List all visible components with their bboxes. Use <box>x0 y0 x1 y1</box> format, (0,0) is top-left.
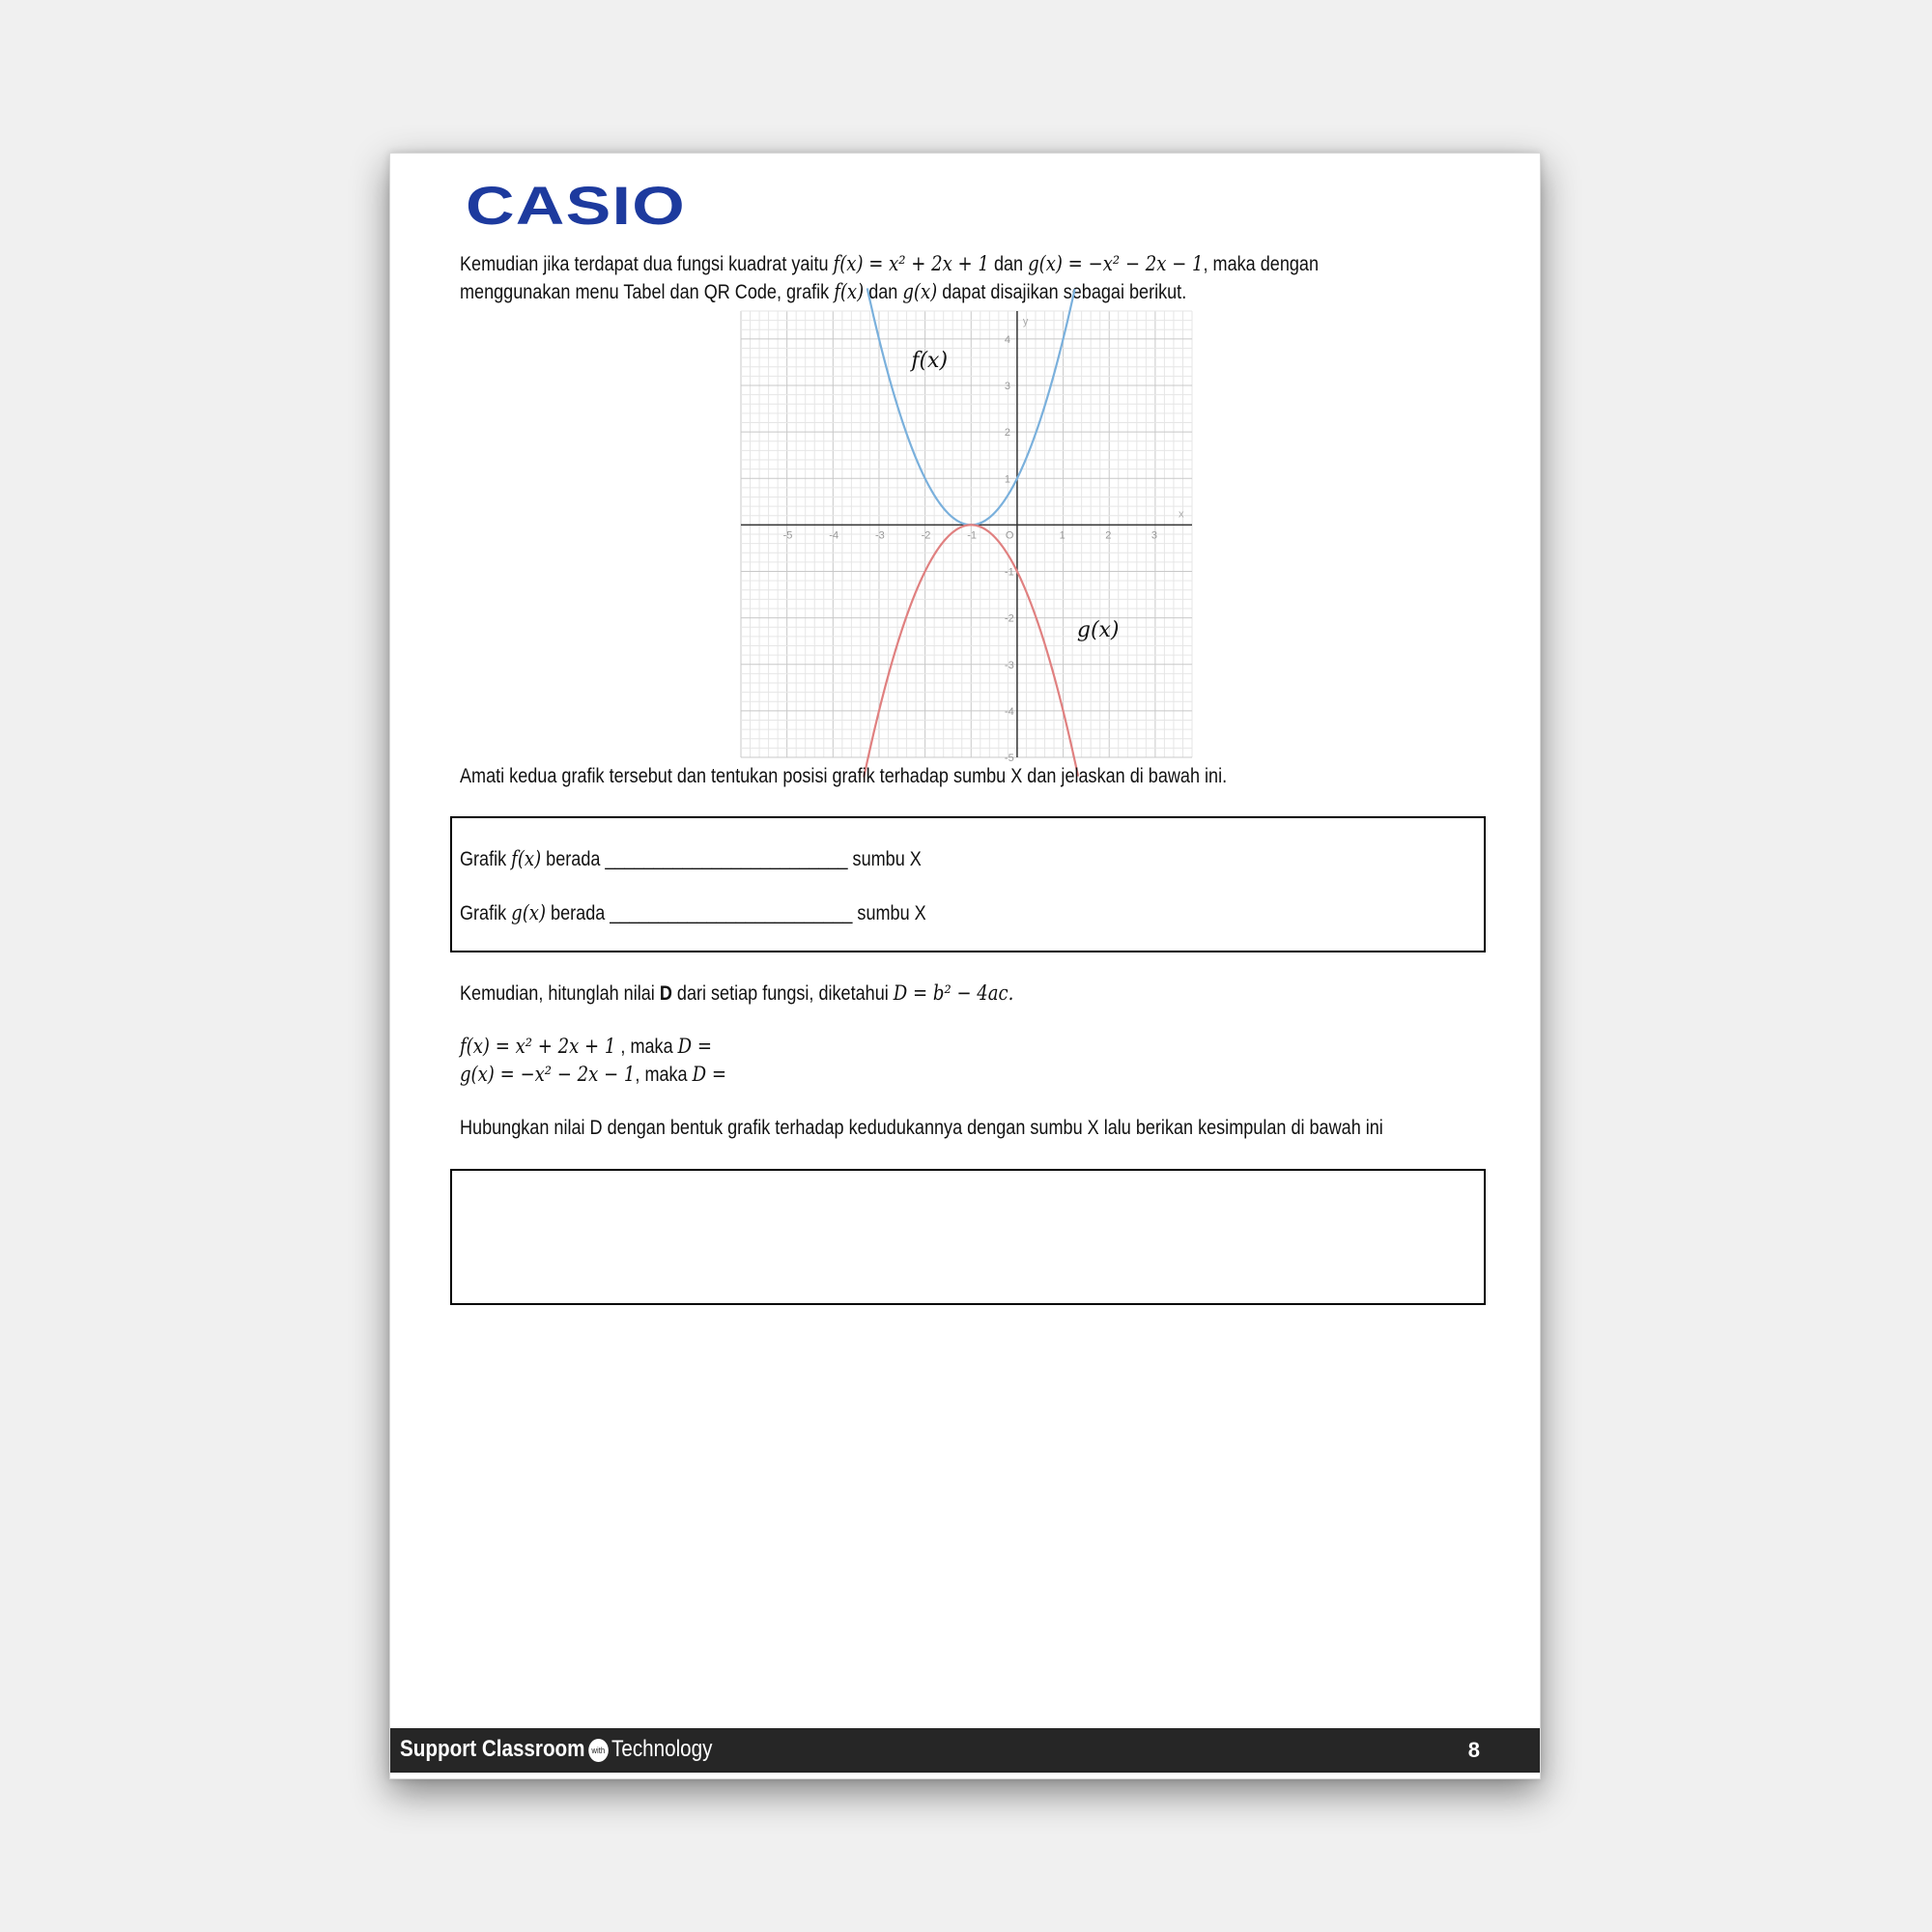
intro-text: menggunakan menu Tabel dan QR Code, grafik <box>460 281 835 303</box>
conclusion-answer-box[interactable] <box>450 1169 1486 1305</box>
intro-text: Kemudian jika terdapat dua fungsi kuadrat yaitu <box>460 253 834 275</box>
y-tick-label: -4 <box>1004 705 1014 718</box>
equation-f <box>460 1033 712 1061</box>
disc-text: Kemudian, hitunglah nilai <box>460 982 660 1005</box>
page-number: 8 <box>1467 1738 1480 1762</box>
y-tick-label: 3 <box>1004 381 1011 392</box>
g-formula: g(x) = −x² − 2x − 1 <box>1028 252 1204 275</box>
x-tick-label: 1 <box>1059 529 1065 542</box>
fill-blank-g[interactable]: _________________________ <box>610 902 853 924</box>
row-text: berada <box>546 902 611 924</box>
x-axis-label: x <box>1179 508 1184 521</box>
disc-text: dari setiap fungsi, diketahui <box>671 982 894 1005</box>
x-tick-label: 2 <box>1105 529 1112 542</box>
intro-text: dapat disajikan sebagai berikut. <box>937 281 1187 303</box>
answer-row-g <box>460 899 926 927</box>
disc-bold-d: D <box>659 982 672 1005</box>
observe-instruction: Amati kedua grafik tersebut dan tentukan posisi grafik terhadap sumbu X dan jelaskan di bawah ini. <box>460 765 1228 787</box>
eq-text: , maka <box>635 1064 693 1086</box>
label-g: g(x) <box>1076 617 1120 642</box>
f-formula: f(x) = x² + 2x + 1 <box>460 1035 616 1058</box>
x-tick-label: O <box>1005 529 1014 542</box>
d-equals: D = <box>692 1063 726 1086</box>
eq-text: , maka <box>615 1036 678 1058</box>
row-text: sumbu X <box>847 848 922 870</box>
x-tick-label: -1 <box>967 529 978 542</box>
parabola-graph <box>741 311 1192 764</box>
disc-formula: D = b² − 4ac. <box>893 981 1014 1005</box>
footer-brand <box>400 1736 712 1763</box>
f-label: f(x) <box>834 280 865 303</box>
row-text: Grafik <box>460 848 512 870</box>
row-text: Grafik <box>460 902 512 924</box>
y-tick-label: -1 <box>1004 566 1014 579</box>
intro-text: dan <box>988 253 1029 275</box>
row-text: berada <box>541 848 606 870</box>
y-tick-label: -5 <box>1004 753 1014 764</box>
x-tick-label: -5 <box>782 529 793 542</box>
x-tick-label: -2 <box>921 529 931 542</box>
d-equals: D = <box>677 1035 712 1058</box>
g-label: g(x) <box>902 280 938 303</box>
with-badge-icon: with <box>588 1739 609 1762</box>
row-text: sumbu X <box>852 902 926 924</box>
x-tick-label: -3 <box>874 529 885 542</box>
answer-row-f <box>460 845 922 873</box>
document-page <box>389 153 1541 1779</box>
y-tick-label: -3 <box>1004 659 1014 671</box>
x-tick-label: -4 <box>829 529 839 542</box>
intro-line-2 <box>460 278 1186 306</box>
y-axis-label: y <box>1022 316 1029 327</box>
fill-blank-f[interactable]: _________________________ <box>605 848 848 870</box>
f-formula: f(x) = x² + 2x + 1 <box>833 252 989 275</box>
y-tick-label: 1 <box>1004 473 1011 486</box>
intro-text: dan <box>864 281 903 303</box>
label-f: f(x) <box>911 348 949 373</box>
g-label: g(x) <box>511 901 547 924</box>
x-tick-label: 3 <box>1151 529 1158 542</box>
equation-g <box>460 1061 726 1089</box>
intro-line-1 <box>460 250 1319 278</box>
brand-technology: Technology <box>611 1736 713 1762</box>
g-formula: g(x) = −x² − 2x − 1 <box>460 1063 636 1086</box>
y-tick-label: 2 <box>1004 427 1011 440</box>
y-tick-label: 4 <box>1004 333 1011 346</box>
answer-box-position <box>450 816 1486 952</box>
discriminant-instruction <box>460 980 1013 1008</box>
y-tick-label: -2 <box>1004 612 1014 625</box>
f-label: f(x) <box>511 847 542 870</box>
brand-support-classroom: Support Classroom <box>400 1736 585 1762</box>
casio-logo: CASIO <box>466 175 686 236</box>
relate-instruction: Hubungkan nilai D dengan bentuk grafik terhadap kedudukannya dengan sumbu X lalu berikan kesimpulan di bawah ini <box>460 1117 1383 1139</box>
intro-text: , maka dengan <box>1203 253 1319 275</box>
footer-bar <box>390 1728 1540 1773</box>
